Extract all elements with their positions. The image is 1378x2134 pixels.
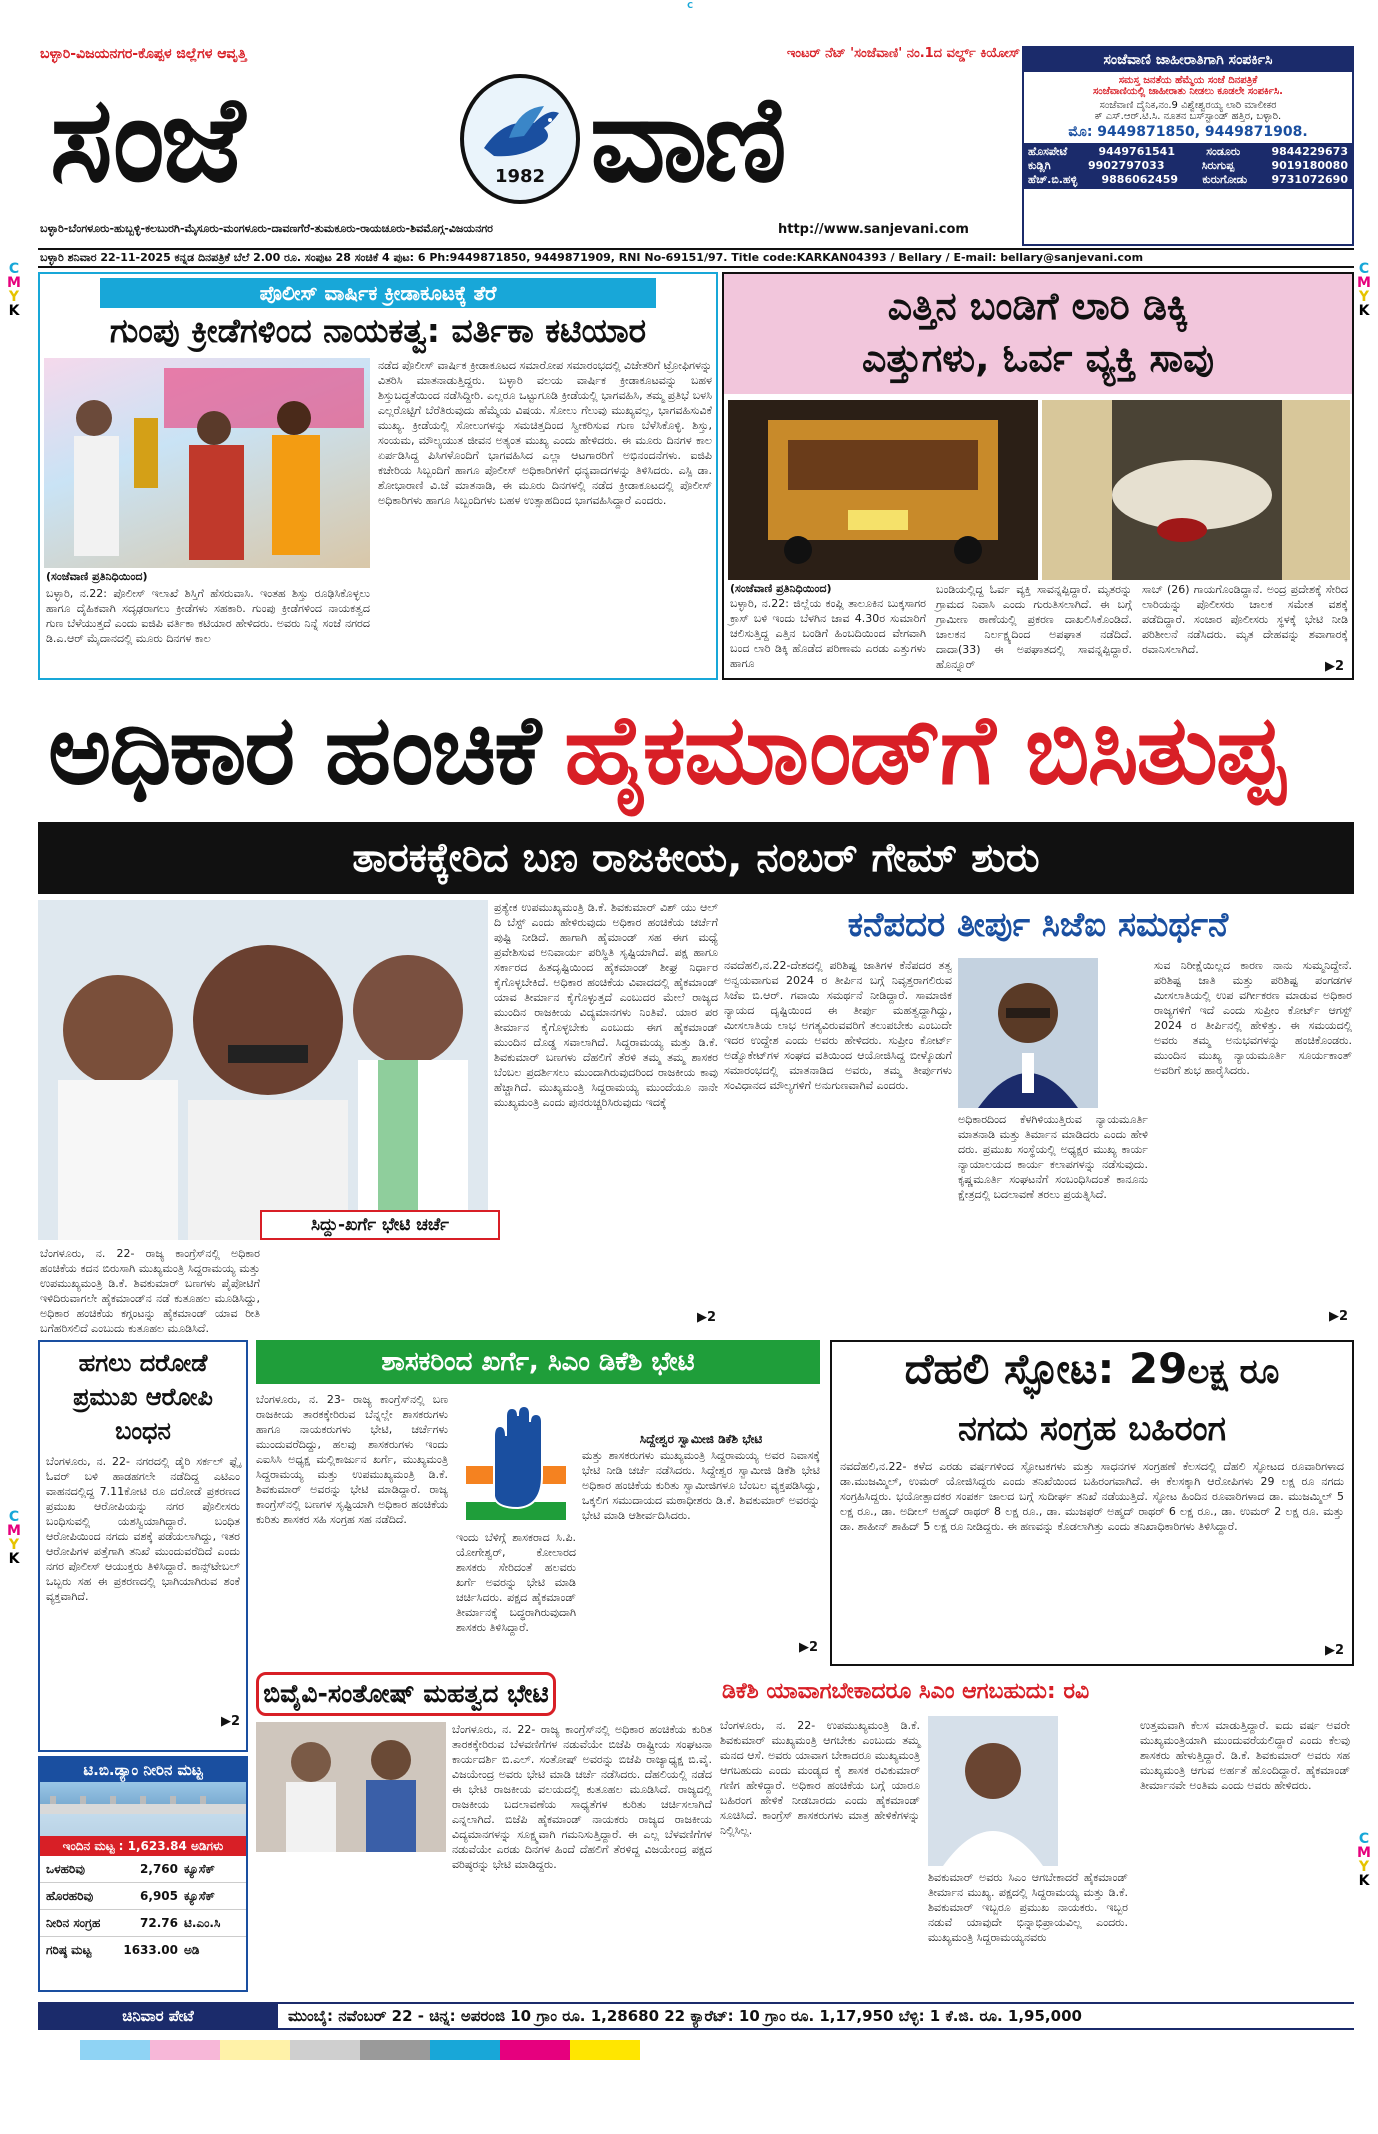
website[interactable]: http://www.sanjevani.com <box>778 222 969 237</box>
color-calibration-strip <box>80 2040 640 2060</box>
continued-marker[interactable]: ▶2 <box>1328 1309 1348 1324</box>
headline: ಗುಂಪು ಕ್ರೀಡೆಗಳಿಂದ ನಾಯಕತ್ವ: ವರ್ತಿಕಾ ಕಟಿಯಾರ <box>109 311 647 350</box>
title-left: ಸಂಜೆ <box>50 70 241 208</box>
col2: ಶಿವಕುಮಾರ್ ಅವರು ಸಿಎಂ ಆಗಬೇಕಾದರೆ ಹೈಕಮಾಂಡ್ ತೀರ್ಮಾನ ಮುಖ್ಯ. ಪಕ್ಷದಲ್ಲಿ ಸಿದ್ದರಾಮಯ್ಯ ಮತ್ತು ಡಿ.ಕೆ. ಶಿವಕುಮಾರ್ ಇಬ್ಬರೂ ಪ್ರಮುಖ ನಾಯಕರು. ಇಬ್ಬರ ನಡುವೆ ಯಾವುದೇ ಭಿನ್ನಾಭಿಪ್ರಾಯವಿಲ್ಲ ಎಂದರು. ಮುಖ್ಯಮಂತ್ರಿ ಸಿದ್ದರಾಮಯ್ಯನವರು <box>928 1871 1128 1944</box>
lead-continued[interactable]: ▶2 <box>696 1310 716 1325</box>
swatch <box>430 2040 500 2060</box>
ad-header: ಸಂಜೆವಾಣಿ ಜಾಹೀರಾತಿಗಾಗಿ ಸಂಪರ್ಕಿಸಿ <box>1024 48 1352 72</box>
col3: ಸಾಬ್ (26) ಗಾಯಗೊಂಡಿದ್ದಾನೆ. ಅಂದ್ರ ಪ್ರದೇಶಕ್ಕೆ ಸೇರಿದ ಲಾರಿಯನ್ನು ಪೊಲೀಸರು ಚಾಲಕ ಸಮೇತ ವಶಕ್ಕೆ ಪಡೆದಿದ್ದಾರೆ. ಸಂಚಾರ ಪೊಲೀಸರು ಸ್ಥಳಕ್ಕೆ ಭೇಟಿ ನೀಡಿ ಪರಿಶೀಲನೆ ನಡೆಸಿದರು. ಮೃತ ದೇಹವನ್ನು ಶವಾಗಾರಕ್ಕೆ ರವಾನಿಸಲಾಗಿದೆ. <box>1142 583 1348 656</box>
dam-row-unit: ಕ್ಯೂಸೆಕ್ <box>184 1862 215 1876</box>
story-police-sports <box>38 272 718 680</box>
story-ravi <box>716 1672 1354 1996</box>
col2: ಅಧಿಕಾರದಿಂದ ಕೆಳಗಿಳಿಯುತ್ತಿರುವ ನ್ಯಾಯಮೂರ್ತಿ ಮಾತನಾಡಿ ಮತ್ತು ತಿರ್ಮಾನ ಮಾಡಿದರು ಎಂದು ಹೇಳಿ ದರು. ಪ್ರಮುಖ ಸಂಸ್ಥೆಯಲ್ಲಿ ಅಧ್ಯಕ್ಷರ ಮುಖ್ಯ ಕಾರ್ಯ ನ್ಯಾಯಾಲಯದ ಕಾರ್ಯ ಕಲಾಪಗಳನ್ನು ನಡೆಸುವುದು. ಕೃಷ್ಣಮೂರ್ತಿ ಸಂಘಟನೆಗೆ ಸಂಬಂಧಿಸಿದಂತೆ ಕಾನೂನು ಕ್ಷೇತ್ರದಲ್ಲಿ ಬದಲಾವಣೆ ತರಲು ಪ್ರಯತ್ನಿಸಿದೆ. <box>958 1113 1148 1201</box>
dam-row-value: 72.76 <box>140 1916 178 1930</box>
headline: ಬಿವೈವಿ-ಸಂತೋಷ್ ಮಹತ್ವದ ಭೇಟಿ <box>256 1672 556 1716</box>
continued-marker[interactable]: ▶2 <box>1324 1643 1344 1658</box>
body: ಬೆಂಗಳೂರು, ನ. 22- ನಗರದಲ್ಲಿ ಡೈರಿ ಸರ್ಕಲ್ ಫ್ಲೈ ಓವರ್ ಬಳಿ ಹಾಡಹಗಲೇ ನಡೆದಿದ್ದ ಎಟಿಎಂ ವಾಹನದಲ್ಲಿದ್ದ 7.11ಕೋಟಿ ರೂ ದರೋಡೆ ಪ್ರಕರಣದ ಪ್ರಮುಖ ಆರೋಪಿಯನ್ನು ನಗರ ಪೊಲೀಸರು ಬಂಧಿಸುವಲ್ಲಿ ಯಶಸ್ವಿಯಾಗಿದ್ದಾರೆ. ಬಂಧಿತ ಆರೋಪಿಯಿಂದ ನಗದು ವಶಕ್ಕೆ ಪಡೆಯಲಾಗಿದ್ದು, ಇತರ ಆರೋಪಿಗಳ ಪತ್ತೆಗಾಗಿ ತನಿಖೆ ಮುಂದುವರೆದಿದೆ ಎಂದು ನಗರ ಪೊಲೀಸ್ ಆಯುಕ್ತರು ತಿಳಿಸಿದ್ದಾರೆ. ಕಾನ್ಸ್‌ಟೇಬಲ್ ಒಬ್ಬರು ಸಹ ಈ ಪ್ರಕರಣದಲ್ಲಿ ಭಾಗಿಯಾಗಿರುವ ಶಂಕೆ ವ್ಯಕ್ತವಾಗಿದೆ. <box>46 1455 240 1603</box>
continued-marker[interactable]: ▶2 <box>1324 659 1344 674</box>
cmyk-mark-right-top <box>1356 262 1372 318</box>
col1: ನವದೆಹಲಿ,ನ.22-ದೇಶದಲ್ಲಿ ಪರಿಶಿಷ್ಟ ಜಾತಿಗಳ ಕೆನೆಪದರ ತತ್ವ ಅನ್ವಯವಾಗುವ 2024 ರ ತೀರ್ಪಿನ ಬಗ್ಗೆ ನಿವೃತ್ತರಾಗಲಿರುವ ಸಿಜೆಐ ಬಿ.ಆರ್. ಗವಾಯಿ ಸಮರ್ಥನೆ ನೀಡಿದ್ದಾರೆ. ಸಾಮಾಜಿಕ ನ್ಯಾಯದ ದೃಷ್ಟಿಯಿಂದ ಈ ತೀರ್ಪು ಮಹತ್ವದ್ದಾಗಿದ್ದು, ಮೀಸಲಾತಿಯ ಲಾಭ ಅಗತ್ಯವಿರುವವರಿಗೆ ತಲುಪಬೇಕು ಎಂಬುದೇ ಇದರ ಉದ್ದೇಶ ಎಂದು ಅವರು ಹೇಳಿದರು. ಸುಪ್ರೀಂ ಕೋರ್ಟ್ ಅಡ್ವೊಕೇಟ್‌ಗಳ ಸಂಘದ ವತಿಯಿಂದ ಆಯೋಜಿಸಿದ್ದ ಬೀಳ್ಕೊಡುಗೆ ಸಮಾರಂಭದಲ್ಲಿ ಮಾತನಾಡಿದ ಅವರು, ತಮ್ಮ ತೀರ್ಪುಗಳು ಸಂವಿಧಾನದ ಮೌಲ್ಯಗಳಿಗೆ ಅನುಗುಣವಾಗಿವೆ ಎಂದರು. <box>724 959 952 1092</box>
market-ticker <box>38 2002 1354 2030</box>
dam-row-label: ಹೊರಹರಿವು <box>46 1889 94 1903</box>
headline: ಕನೆಪದರ ತೀರ್ಪು ಸಿಜೆಐ ಸಮರ್ಥನೆ <box>847 905 1229 945</box>
headline-line1: ಎತ್ತಿನ ಬಂಡಿಗೆ ಲಾರಿ ಡಿಕ್ಕಿ <box>887 284 1189 328</box>
dam-row-unit: ಅಡಿ <box>184 1943 200 1957</box>
dam-row-unit: ಕ್ಯೂಸೆಕ್ <box>184 1889 215 1903</box>
swatch <box>150 2040 220 2060</box>
accident-photo-icon <box>1042 400 1350 580</box>
headline-black: ಅಧಿಕಾರ ಹಂಚಿಕೆ <box>48 694 540 806</box>
dam-row <box>40 1937 246 1963</box>
cmyk-m: M <box>7 275 21 291</box>
cmyk-k: K <box>1358 303 1370 319</box>
cmyk-c: C <box>8 261 20 277</box>
cmyk-mark-left-top <box>6 262 22 318</box>
lorry-photo-icon <box>728 400 1038 580</box>
title-right: ವಾಣಿ <box>590 70 783 208</box>
headline-line1 <box>832 1342 1352 1405</box>
subhead: ಸಿದ್ದೇಶ್ವರ ಸ್ವಾಮೀಜಿ ಡಿಕೆಶಿ ಭೇಟಿ <box>639 1432 763 1446</box>
market-label: ಚಿನಿವಾರ ಪೇಟೆ <box>38 2004 278 2028</box>
contact-number: 9449761541 <box>1098 145 1175 158</box>
contact-place: ಹೆಚ್.ಬಿ.ಹಳ್ಳಿ <box>1028 173 1078 186</box>
headline: ಹಗಲು ದರೋಡೆ ಪ್ರಮುಖ ಆರೋಪಿ ಬಂಧನ <box>73 1349 213 1445</box>
ad-phone: ಮೊ: 9449871850, 9449871908. <box>1068 124 1308 140</box>
contact-number: 9731072690 <box>1271 173 1348 186</box>
cmyk-mark-right-bottom <box>1356 1832 1372 1888</box>
col1: ಬೆಂಗಳೂರು, ನ. 23- ರಾಜ್ಯ ಕಾಂಗ್ರೆಸ್‌ನಲ್ಲಿ ಬಣ ರಾಜಕೀಯ ತಾರಕಕ್ಕೇರಿರುವ ಬೆನ್ನಲ್ಲೇ ಶಾಸಕರುಗಳು ಹಾಗೂ ನಾಯಕರುಗಳು ಭೇಟಿ, ಚರ್ಚೆಗಳು ಮುಂದುವರೆದಿದ್ದು, ಹಲವು ಶಾಸಕರುಗಳು ಇಂದು ಎಐಸಿಸಿ ಅಧ್ಯಕ್ಷ ಮಲ್ಲಿಕಾರ್ಜುನ ಖರ್ಗೆ, ಮುಖ್ಯಮಂತ್ರಿ ಸಿದ್ದರಾಮಯ್ಯ ಮತ್ತು ಉಪಮುಖ್ಯಮಂತ್ರಿ ಡಿ.ಕೆ. ಶಿವಕುಮಾರ್ ಅವರನ್ನು ಭೇಟಿ ಮಾಡಿದ್ದಾರೆ. ರಾಜ್ಯ ಕಾಂಗ್ರೆಸ್‌ನಲ್ಲಿ ಬಣಗಳ ಸೃಷ್ಟಿಯಾಗಿ ಅಧಿಕಾರ ಹಂಚಿಕೆಯ ಕುರಿತು ಶಾಸಕರ ಸಹಿ ಸಂಗ್ರಹ ಸಹ ನಡೆದಿದೆ. <box>256 1393 448 1526</box>
body: ನವದೆಹಲಿ,ನ.22- ಕಳೆದ ಎರಡು ವರ್ಷಗಳಿಂದ ಸ್ಫೋಟಕಗಳು ಮತ್ತು ಸಾಧನಗಳ ಸಂಗ್ರಹಣೆ ಕೆಲಸದಲ್ಲಿ ದೆಹಲಿ ಸ್ಫೋಟದ ರೂವಾರಿಗಳಾದ ಡಾ.ಮುಜಮ್ಮಿಲ್, ಉಮರ್ ಯೋಜಿಸಿದ್ದರು ಎಂದು ತನಿಖೆಯಿಂದ ಬಹಿರಂಗವಾಗಿದೆ. ಈ ಕೆಲಸಕ್ಕಾಗಿ ಆರೋಪಿಗಳು 29 ಲಕ್ಷ ರೂ ನಗದು ಸಂಗ್ರಹಿಸಿದ್ದರು. ಭಯೋತ್ಪಾದಕರ ಸಂಪರ್ಕ ಜಾಲದ ಬಗ್ಗೆ ಸುದೀರ್ಘ ತನಿಖೆ ನಡೆಯುತ್ತಿದೆ. ಸ್ಫೋಟ ಹಿಂದಿನ ರೂವಾರಿಗಳಾದ ಡಾ. ಮುಜಮ್ಮಿಲ್ 5 ಲಕ್ಷ ರೂ., ಡಾ. ಅದೀಲ್ ಅಹ್ಮದ್ ರಾಥರ್ 8 ಲಕ್ಷ ರೂ., ಡಾ. ಮುಜಫರ್ ಅಹ್ಮದ್ ರಾಥರ್ 6 ಲಕ್ಷ ರೂ., ಡಾ. ಉಮರ್ 2 ಲಕ್ಷ ರೂ. ಮತ್ತು ಡಾ. ಶಾಹೀನ್ ಶಾಹಿದ್ 5 ಲಕ್ಷ ರೂ ನೀಡಿದ್ದರು. ಈ ಹಣವನ್ನು ಕೊಡಲಾಗಿತ್ತು ಎಂದು ತನಿಖಾಧಿಕಾರಿಗಳು ತಿಳಿಸಿದ್ದಾರೆ. <box>840 1460 1344 1533</box>
lead-deck: ತಾರಕಕ್ಕೇರಿದ ಬಣ ರಾಜಕೀಯ, ನಂಬರ್ ಗೇಮ್ ಶುರು <box>38 822 1354 894</box>
top-registration-mark <box>678 2 702 26</box>
logo-circle <box>460 74 580 204</box>
contact-place: ಸಂಡೂರು <box>1206 145 1241 158</box>
headline-a: ದೆಹಲಿ ಸ್ಫೋಟ: 29 <box>904 1344 1188 1393</box>
cmyk-k: K <box>8 1551 20 1567</box>
col1: ಬೆಂಗಳೂರು, ನ. 22- ಉಪಮುಖ್ಯಮಂತ್ರಿ ಡಿ.ಕೆ. ಶಿವಕುಮಾರ್ ಮುಖ್ಯಮಂತ್ರಿ ಆಗಬೇಕು ಎಂಬುದು ತಮ್ಮ ಮನದ ಆಸೆ. ಅವರು ಯಾವಾಗ ಬೇಕಾದರೂ ಮುಖ್ಯಮಂತ್ರಿ ಆಗಬಹುದು ಎಂದು ಮಂಡ್ಯದ ಕೈ ಶಾಸಕ ರವಿಕುಮಾರ್ ಗಣಿಗ ಹೇಳಿದ್ದಾರೆ. ಅಧಿಕಾರ ಹಂಚಿಕೆಯ ಬಗ್ಗೆ ಯಾರೂ ಬಹಿರಂಗ ಹೇಳಿಕೆ ನೀಡಬಾರದು ಎಂದು ಹೈಕಮಾಂಡ್ ಸೂಚಿಸಿದೆ. ಕಾಂಗ್ರೆಸ್ ಶಾಸಕರುಗಳು ಮಾತ್ರ ಹೇಳಿಕೆಗಳನ್ನು ನಿಲ್ಲಿಸಿಲ್ಲ. <box>720 1719 920 1837</box>
year-label: 1982 <box>494 166 546 187</box>
cmyk-k: K <box>8 303 20 319</box>
internet-line: ಇಂಟರ್ ನೆಟ್ 'ಸಂಜೆವಾಣಿ' ನಂ.1ದ ವರ್ಲ್ಡ್ ಕಿಯೋಸ್ <box>786 46 1020 61</box>
ad-address1: ಸಂಜೆವಾಣಿ ದೈನಿಕ,ನಂ.9 ವಿಶ್ವೇಶ್ವರಯ್ಯ ಲಾರಿ ಮಾಲೀಕರ <box>1099 100 1277 111</box>
photo-lorry <box>728 400 1038 580</box>
dam-title: ಟಿ.ಬಿ.ಡ್ಯಾಂ ನೀರಿನ ಮಟ್ಟ <box>40 1758 246 1782</box>
dam-level-box <box>38 1756 248 1992</box>
contact-place: ಕುರುಗೋಡು <box>1202 173 1248 186</box>
headline-red: ಹೈಕಮಾಂಡ್‌ಗೆ ಬಿಸಿತುಪ್ಪ <box>564 694 1283 806</box>
byv-photo-icon <box>256 1722 446 1852</box>
swatch <box>80 2040 150 2060</box>
cmyk-y: Y <box>1358 289 1370 305</box>
col2: ಬಂಡಿಯಲ್ಲಿದ್ದ ಓರ್ವ ವ್ಯಕ್ತಿ ಸಾವನ್ನಪ್ಪಿದ್ದಾರೆ. ಮೃತರನ್ನು ಗ್ರಾಮದ ನಿವಾಸಿ ಎಂದು ಗುರುತಿಸಲಾಗಿದೆ. ಈ ಬಗ್ಗೆ ಗ್ರಾಮೀಣ ಠಾಣೆಯಲ್ಲಿ ಪ್ರಕರಣ ದಾಖಲಿಸಿಕೊಂಡಿದೆ. ಚಾಲಕನ ನಿರ್ಲಕ್ಷ್ಯದಿಂದ ಅಪಘಾತ ನಡೆದಿದೆ. ದಾದಾ(33) ಈ ಅಪಘಾತದಲ್ಲಿ ಸಾವನ್ನಪ್ಪಿದ್ದಾರೆ. ಹೊನ್ನೂರ್ <box>936 583 1132 671</box>
contact-number: 9844229673 <box>1271 145 1348 158</box>
col2: ಇಂದು ಬೆಳಿಗ್ಗೆ ಶಾಸಕರಾದ ಸಿ.ಪಿ. ಯೋಗೇಶ್ವರ್, ಕೋಲಾರದ ಶಾಸಕರು ಸೇರಿದಂತೆ ಹಲವರು ಖರ್ಗೆ ಅವರನ್ನು ಭೇಟಿ ಮಾಡಿ ಚರ್ಚಿಸಿದರು. ಪಕ್ಷದ ಹೈಕಮಾಂಡ್ ತೀರ್ಮಾನಕ್ಕೆ ಬದ್ಧರಾಗಿರುವುದಾಗಿ ಶಾಸಕರು ತಿಳಿಸಿದ್ದಾರೆ. <box>456 1531 576 1634</box>
lead-col-left: ಬೆಂಗಳೂರು, ನ. 22- ರಾಜ್ಯ ಕಾಂಗ್ರೆಸ್‌ನಲ್ಲಿ ಅಧಿಕಾರ ಹಂಚಿಕೆಯ ಕದನ ಬಿರುಸಾಗಿ ಮುಖ್ಯಮಂತ್ರಿ ಸಿದ್ದರಾಮಯ್ಯ ಮತ್ತು ಉಪಮುಖ್ಯಮಂತ್ರಿ ಡಿ.ಕೆ. ಶಿವಕುಮಾರ್ ಬಣಗಳು ಪೈಪೋಟಿಗೆ ಇಳಿದಿರುವಾಗಲೇ ಹೈಕಮಾಂಡ್‌ನ ನಡೆ ಕುತೂಹಲ ಮೂಡಿಸಿದ್ದು, ಅಧಿಕಾರ ಹಂಚಿಕೆಯ ಕಗ್ಗಂಟನ್ನು ಹೈಕಮಾಂಡ್ ಯಾವ ರೀತಿ ಬಗೆಹರಿಸಲಿದೆ ಎಂಬುದು ಕುತೂಹಲ ಮೂಡಿಸಿದೆ. <box>40 1247 260 1335</box>
headline: ಶಾಸಕರಿಂದ ಖರ್ಗೆ, ಸಿಎಂ ಡಿಕೆಶಿ ಭೇಟಿ <box>256 1340 820 1384</box>
photo-cji <box>958 958 1098 1108</box>
caption: (ಸಂಜೆವಾಣಿ ಪ್ರತಿನಿಧಿಯಿಂದ) <box>730 582 832 595</box>
dam-row <box>40 1883 246 1910</box>
body-left: ಬಳ್ಳಾರಿ, ನ.22: ಪೊಲೀಸ್ ಇಲಾಖೆ ಶಿಸ್ತಿಗೆ ಹೆಸರುವಾಸಿ. ಇಂತಹ ಶಿಸ್ತು ರೂಢಿಸಿಕೊಳ್ಳಲು ಹಾಗೂ ದೈಹಿಕವಾಗಿ ಸದೃಢರಾಗಲು ಕ್ರೀಡೆಗಳು ಸಹಕಾರಿ. ಗುಂಪು ಕ್ರೀಡೆಗಳಿಂದ ನಾಯಕತ್ವದ ಗುಣ ಬೆಳೆಯುತ್ತದೆ ಎಂದು ಐಜಿಪಿ ವರ್ತಿಕಾ ಕಟಿಯಾರ ಹೇಳಿದರು. ಅವರು ನಿನ್ನೆ ಸಂಜೆ ನಗರದ ಡಿ.ಎ.ಆರ್ ಮೈದಾನದಲ್ಲಿ ಮೂರು ದಿನಗಳ ಕಾಲ <box>46 587 370 645</box>
congress-hand-logo <box>456 1396 576 1526</box>
leaders-photo-icon <box>38 900 488 1240</box>
col3: ಮತ್ತು ಶಾಸಕರುಗಳು ಮುಖ್ಯಮಂತ್ರಿ ಸಿದ್ದರಾಮಯ್ಯ ಅವರ ನಿವಾಸಕ್ಕೆ ಭೇಟಿ ನೀಡಿ ಚರ್ಚೆ ನಡೆಸಿದರು. ಸಿದ್ದೇಶ್ವರ ಸ್ವಾಮೀಜಿ ಡಿಕೆಶಿ ಭೇಟಿ ಅಧಿಕಾರ ಹಂಚಿಕೆಯ ಕುರಿತು ಸ್ವಾಮೀಜಿಗಳೂ ಬೆಂಬಲ ವ್ಯಕ್ತಪಡಿಸಿದ್ದು, ಒಕ್ಕಲಿಗ ಸಮುದಾಯದ ಮಠಾಧೀಶರು ಡಿ.ಕೆ. ಶಿವಕುಮಾರ್ ಅವರನ್ನು ಭೇಟಿ ಮಾಡಿ ಆಶೀರ್ವದಿಸಿದರು. <box>582 1449 820 1522</box>
headline-line2: ನಗದು ಸಂಗ್ರಹ ಬಹಿರಂಗ <box>957 1409 1227 1449</box>
market-text: ಮುಂಬೈ: ನವೆಂಬರ್ 22 - ಚಿನ್ನ: ಅಪರಂಜಿ 10 ಗ್ರಾಂ ರೂ. 1,28680 22 ಕ್ಯಾರೆಟ್: 10 ಗ್ರಾಂ ರೂ. 1,17,950 ಬೆಳ್ಳಿ: 1 ಕೆ.ಜಿ. ರೂ. 1,95,000 <box>288 2007 1082 2025</box>
ad-line1: ಸಮಸ್ತ ಜನತೆಯ ಹೆಮ್ಮೆಯ ಸಂಜೆ ದಿನಪತ್ರಿಕೆ <box>1118 75 1258 86</box>
body: ಬೆಂಗಳೂರು, ನ. 22- ರಾಜ್ಯ ಕಾಂಗ್ರೆಸ್‌ನಲ್ಲಿ ಅಧಿಕಾರ ಹಂಚಿಕೆಯ ಕುರಿತ ತಾರಕಕ್ಕೇರಿರುವ ಬೆಳವಣಿಗೆಗಳ ನಡುವೆಯೇ ಬಿಜೆಪಿ ರಾಷ್ಟ್ರೀಯ ಸಂಘಟನಾ ಕಾರ್ಯದರ್ಶಿ ಬಿ.ಎಲ್. ಸಂತೋಷ್ ಅವರನ್ನು ಬಿಜೆಪಿ ರಾಜ್ಯಾಧ್ಯಕ್ಷ ಬಿ.ವೈ. ವಿಜಯೇಂದ್ರ ಅವರು ಭೇಟಿ ಮಾಡಿ ಚರ್ಚೆ ನಡೆಸಿದರು. ದೆಹಲಿಯಲ್ಲಿ ನಡೆದ ಈ ಭೇಟಿ ರಾಜಕೀಯ ವಲಯದಲ್ಲಿ ಕುತೂಹಲ ಮೂಡಿಸಿದೆ. ರಾಜ್ಯದಲ್ಲಿ ರಾಜಕೀಯ ಬದಲಾವಣೆಯ ಸಾಧ್ಯತೆಗಳ ಕುರಿತು ಚರ್ಚಿಸಲಾಗಿದೆ ಎನ್ನಲಾಗಿದೆ. ಬಿಜೆಪಿ ಹೈಕಮಾಂಡ್ ನಾಯಕರು ರಾಜ್ಯದ ರಾಜಕೀಯ ವಿದ್ಯಮಾನಗಳನ್ನು ಸೂಕ್ಷ್ಮವಾಗಿ ಗಮನಿಸುತ್ತಿದ್ದಾರೆ. ಈ ಎಲ್ಲ ಬೆಳವಣಿಗೆಗಳ ನಡುವೆಯೇ ಎರಡು ದಿನಗಳ ಹಿಂದೆ ದೆಹಲಿಗೆ ತೆರಳಿದ್ದ ವಿಜಯೇಂದ್ರ ಪಕ್ಷದ ವರಿಷ್ಠರನ್ನು ಭೇಟಿ ಮಾಡಿದ್ದರು. <box>452 1723 712 1871</box>
cji-portrait-icon <box>958 958 1098 1108</box>
story-accident <box>722 272 1354 680</box>
ad-address2: ಕ್ ಎಸ್.ಆರ್.ಟಿ.ಸಿ. ನೂತನ ಬಸ್‌ಸ್ಟಾಂಡ್ ಹತ್ತಿರ, ಬಳ್ಳಾರಿ. <box>1094 111 1282 122</box>
body-right: ನಡೆದ ಪೊಲೀಸ್ ವಾರ್ಷಿಕ ಕ್ರೀಡಾಕೂಟದ ಸಮಾರೋಪ ಸಮಾರಂಭದಲ್ಲಿ ವಿಜೇತರಿಗೆ ಟ್ರೋಫಿಗಳನ್ನು ವಿತರಿಸಿ ಮಾತನಾಡುತ್ತಿದ್ದರು. ಬಳ್ಳಾರಿ ವಲಯ ವಾರ್ಷಿಕ ಕ್ರೀಡಾಕೂಟವನ್ನು ಬಹಳ ಶಿಸ್ತುಬದ್ಧತೆಯಿಂದ ನಡೆಸಿದ್ದೀರಿ. ಎಲ್ಲರೂ ಒಟ್ಟುಗೂಡಿ ಕ್ರೀಡೆಯಲ್ಲಿ ಭಾಗವಹಿಸಿ, ತಮ್ಮ ಪ್ರತಿಭೆ ಬಳಸಿ ಎಲ್ಲರೊಟ್ಟಿಗೆ ಬೆರೆತಿರುವುದು ಹೆಮ್ಮೆಯ ವಿಷಯ. ಸೋಲು ಗೆಲುವು ಮುಖ್ಯವಲ್ಲ, ಭಾಗವಹಿಸುವಿಕೆ ಮುಖ್ಯ. ಕ್ರೀಡೆಯಲ್ಲಿ ಸೋಲುಗಳನ್ನು ಸಮಚಿತ್ತದಿಂದ ಸ್ವೀಕರಿಸುವ ಗುಣ ಬೆಳೆಸಿಕೊಳ್ಳಿ. ಶಿಸ್ತು, ಸಂಯಮ, ಮೌಲ್ಯಯುತ ಜೀವನ ಅತ್ಯಂತ ಮುಖ್ಯ ಎಂದು ಹೇಳಿದರು. ಈ ಮೂರು ದಿನಗಳ ಕಾಲ ಏರ್ಪಡಿಸಿದ್ದ ಪಿಸಿಗಳೊಂದಿಗೆ ಭಾಗವಹಿಸಿದ ಎಲ್ಲಾ ಆಟಗಾರರಿಗೆ ಅಭಿನಂದನೆಗಳು. ಐಜಿಪಿ ಕಚೇರಿಯ ಸಿಬ್ಬಂದಿಗೆ ಹಾಗೂ ಪೊಲೀಸ್ ಅಧಿಕಾರಿಗಳಿಗೆ ಧನ್ಯವಾದಗಳನ್ನು ತಿಳಿಸಿದರು. ಎಸ್ಪಿ ಡಾ. ಶೋಭಾರಾಣಿ ವಿ.ಜೆ ಮಾತನಾಡಿ, ಈ ಮೂರು ದಿನಗಳಲ್ಲಿ ನಡೆದ ಕ್ರೀಡಾಕೂಟದಲ್ಲಿ ಪೊಲೀಸ್ ಅಧಿಕಾರಿಗಳು ಹಾಗೂ ಸಿಬ್ಬಂದಿಗಳು ಬಹಳ ಉತ್ಸಾಹದಿಂದ ಭಾಗವಹಿಸಿದ್ದಾರೆ ಎಂದರು. <box>378 359 713 507</box>
cmyk-m: M <box>7 1523 21 1539</box>
lead-col-mid: ಪ್ರತ್ಯೇಕ ಉಪಮುಖ್ಯಮಂತ್ರಿ ಡಿ.ಕೆ. ಶಿವಕುಮಾರ್ ವಿಶ್ ಯು ಆಲ್ ದಿ ಬೆಸ್ಟ್ ಎಂದು ಹೇಳಿರುವುದು ಅಧಿಕಾರ ಹಂಚಿಕೆಯ ಚರ್ಚೆಗೆ ಪುಷ್ಟಿ ನೀಡಿದೆ. ಹಾಗಾಗಿ ಹೈಮಾಂಡ್ ಸಹ ಈಗ ಮಧ್ಯೆ ಪ್ರವೇಶಿಸುವ ಅನಿವಾರ್ಯ ಪರಿಸ್ಥಿತಿ ಸೃಷ್ಟಿಯಾಗಿದೆ. ಪಕ್ಷ ಹಾಗೂ ಸರ್ಕಾರದ ಹಿತದೃಷ್ಟಿಯಿಂದ ಹೈಕಮಾಂಡ್ ಶೀಘ್ರ ನಿರ್ಧಾರ ಕೈಗೊಳ್ಳಬೇಕಿದೆ. ಅಧಿಕಾರ ಹಂಚಿಕೆಯ ವಿವಾದದಲ್ಲಿ ಹೈಕಮಾಂಡ್ ಯಾವ ತೀರ್ಮಾನ ಕೈಗೊಳ್ಳುತ್ತದೆ ಎಂಬುದರ ಮೇಲೆ ರಾಜ್ಯದ ಮುಂದಿನ ರಾಜಕೀಯ ವಿದ್ಯಮಾನಗಳು ನಿಂತಿವೆ. ಯಾರ ಪರ ತೀರ್ಮಾನ ಕೈಗೊಳ್ಳಬೇಕು ಎಂಬುದು ಈಗ ಹೈಕಮಾಂಡ್ ಮುಂದಿನ ದೊಡ್ಡ ಸವಾಲಾಗಿದೆ. ಸಿದ್ದರಾಮಯ್ಯ ಮತ್ತು ಡಿ.ಕೆ. ಶಿವಕುಮಾರ್ ಬಣಗಳು ದೆಹಲಿಗೆ ತೆರಳಿ ತಮ್ಮ ತಮ್ಮ ಶಾಸಕರ ಬೆಂಬಲ ಪ್ರದರ್ಶಿಸಲು ಮುಂದಾಗಿರುವುದರಿಂದ ರಾಜಕೀಯ ಕಾವು ಹೆಚ್ಚಾಗಿದೆ. ಮುಖ್ಯಮಂತ್ರಿ ಸಿದ್ದರಾಮಯ್ಯ ಮುಂದೆಯೂ ನಾನೇ ಮುಖ್ಯಮಂತ್ರಿ ಎಂದು ಪುನರುಚ್ಚರಿಸಿರುವುದು ಇದಕ್ಕೆ <box>494 901 718 1109</box>
dam-row-value: 2,760 <box>140 1862 178 1876</box>
contact-place: ಕುಡ್ಲಿಗಿ <box>1028 159 1051 172</box>
edition-line: ಬಳ್ಳಾರಿ-ವಿಜಯನಗರ-ಕೊಪ್ಪಳ ಜಿಲ್ಲೆಗಳ ಆವೃತ್ತಿ <box>40 46 247 62</box>
dam-row <box>40 1856 246 1883</box>
story-delhi <box>830 1340 1354 1666</box>
col3-top <box>582 1392 820 1412</box>
reg-c: C <box>687 1 693 10</box>
contact-number: 9902797033 <box>1087 159 1165 172</box>
swatch <box>290 2040 360 2060</box>
cmyk-k: K <box>1358 1873 1370 1889</box>
contact-place: ಸಿರುಗುಪ್ಪ <box>1201 159 1235 172</box>
story-cji <box>722 900 1354 1326</box>
dam-row-label: ನೀರಿನ ಸಂಗ್ರಹ <box>46 1916 101 1930</box>
dateline: ಬಳ್ಳಾರಿ ಶನಿವಾರ 22-11-2025 ಕನ್ನಡ ದಿನಪತ್ರಿಕೆ ಬೆಲೆ 2.00 ರೂ. ಸಂಪುಟ 28 ಸಂಚಿಕೆ 4 ಪುಟ: 6 Ph:9449871850, 9449871909, RNI No-69151/97. Title code:KARKAN04393 / Bellary / E-mail: bellary@sanjevani.com <box>40 251 1144 264</box>
contact-place: ಹೊಸಪೇಟೆ <box>1028 145 1068 158</box>
col3: ಉತ್ತಮವಾಗಿ ಕೆಲಸ ಮಾಡುತ್ತಿದ್ದಾರೆ. ಐದು ವರ್ಷ ಅವರೇ ಮುಖ್ಯಮಂತ್ರಿಯಾಗಿ ಮುಂದುವರೆಯಲಿದ್ದಾರೆ ಎಂದು ಕೆಲವು ಶಾಸಕರು ಹೇಳುತ್ತಿದ್ದಾರೆ. ಡಿ.ಕೆ. ಶಿವಕುಮಾರ್ ಅವರು ಸಹ ಮುಖ್ಯಮಂತ್ರಿ ಆಗುವ ಅರ್ಹತೆ ಹೊಂದಿದ್ದಾರೆ. ಹೈಕಮಾಂಡ್ ತೀರ್ಮಾನವೇ ಅಂತಿಮ ಎಂದು ಅವರು ಹೇಳಿದರು. <box>1140 1719 1350 1792</box>
headline-line2: ಎತ್ತುಗಳು, ಓರ್ವ ವ್ಯಕ್ತಿ ಸಾವು <box>861 336 1215 380</box>
photo-dead-bullock <box>1042 400 1350 580</box>
swatch <box>220 2040 290 2060</box>
lead-tag: ಸಿದ್ದು-ಖರ್ಗೆ ಭೇಟಿ ಚರ್ಚೆ <box>260 1210 500 1240</box>
dam-row <box>40 1910 246 1937</box>
photo-byv-santosh <box>256 1722 446 1852</box>
continued-marker[interactable]: ▶2 <box>220 1714 240 1729</box>
cities-line: ಬಳ್ಳಾರಿ-ಬೆಂಗಳೂರು-ಹುಬ್ಬಳ್ಳಿ-ಕಲಬುರಗಿ-ಮೈಸೂರು-ಮಂಗಳೂರು-ದಾವಣಗೆರೆ-ತುಮಕೂರು-ರಾಯಚೂರು-ಶಿವಮೊಗ್ಗ-ವಿಜಯನಗರ <box>40 222 493 235</box>
cmyk-m: M <box>1357 1845 1371 1861</box>
dam-row-unit: ಟಿ.ಎಂ.ಸಿ <box>184 1916 221 1930</box>
story-byv <box>252 1672 714 1996</box>
headline: ಡಿಕೆಶಿ ಯಾವಾಗಬೇಕಾದರೂ ಸಿಎಂ ಆಗಬಹುದು: ರವಿ <box>716 1672 1136 1712</box>
congress-hand-icon <box>456 1396 576 1526</box>
story-kharge <box>252 1340 824 1666</box>
masthead-title <box>30 64 1020 214</box>
cmyk-mark-left-bottom <box>6 1510 22 1566</box>
caption: (ಸಂಜೆವಾಣಿ ಪ್ರತಿನಿಧಿಯಿಂದ) <box>46 570 148 583</box>
ceremony-photo-icon <box>44 358 370 568</box>
cmyk-y: Y <box>8 1537 20 1553</box>
dam-icon <box>40 1782 246 1836</box>
dam-row-label: ಗರಿಷ್ಠ ಮಟ್ಟ <box>46 1943 92 1957</box>
dam-row-label: ಒಳಹರಿವು <box>46 1862 86 1876</box>
contact-number: 9019180080 <box>1271 159 1348 172</box>
photo-ravi <box>928 1716 1058 1866</box>
cmyk-c: C <box>1358 1831 1370 1847</box>
dateline-bar <box>38 248 1354 268</box>
contact-number: 9886062459 <box>1101 173 1179 186</box>
ravi-portrait-icon <box>928 1716 1058 1866</box>
ad-line2: ಸಂಜೆವಾಣಿಯಲ್ಲಿ ಜಾಹೀರಾತು ನೀಡಲು ಕೂಡಲೇ ಸಂಪರ್ಕಿಸಿ. <box>1093 86 1283 97</box>
dam-photo <box>40 1782 246 1836</box>
col3: ಸುವ ನಿರೀಕ್ಷೆಯಿಲ್ಲದ ಕಾರಣ ನಾನು ಸುಮ್ಮನಿದ್ದೇನೆ. ಪರಿಶಿಷ್ಟ ಜಾತಿ ಮತ್ತು ಪರಿಶಿಷ್ಟ ಪಂಗಡಗಳ ಮೀಸಲಾತಿಯಲ್ಲಿ ಉಪ ವರ್ಗೀಕರಣ ಮಾಡುವ ಅಧಿಕಾರ ರಾಜ್ಯಗಳಿಗೆ ಇದೆ ಎಂದು ಸುಪ್ರೀಂ ಕೋರ್ಟ್ ಆಗಸ್ಟ್ 2024 ರ ತೀರ್ಪಿನಲ್ಲಿ ಹೇಳಿತ್ತು. ಈ ಸಮಯದಲ್ಲಿ ಅವರು ತಮ್ಮ ಅನುಭವಗಳನ್ನು ಹಂಚಿಕೊಂಡರು. ಮುಂದಿನ ಮುಖ್ಯ ನ್ಯಾಯಮೂರ್ತಿ ಸೂರ್ಯಕಾಂತ್ ಅವರಿಗೆ ಶುಭ ಹಾರೈಸಿದರು. <box>1154 959 1352 1077</box>
cmyk-y: Y <box>8 289 20 305</box>
dam-level: ಇಂದಿನ ಮಟ್ಟ : 1,623.84 ಅಡಿಗಳು <box>40 1836 246 1856</box>
cmyk-c: C <box>8 1509 20 1525</box>
col1: ಬಳ್ಳಾರಿ, ನ.22: ಜಿಲ್ಲೆಯ ಕಂಪ್ಲಿ ತಾಲೂಕಿನ ಬುಕ್ಕಸಾಗರ ಕ್ರಾಸ್ ಬಳಿ ಇಂದು ಬೆಳಗಿನ ಜಾವ 4.30ರ ಸುಮಾರಿಗೆ ಚಲಿಸುತ್ತಿದ್ದ ಎತ್ತಿನ ಬಂಡಿಗೆ ಹಿಂಬದಿಯಿಂದ ವೇಗವಾಗಿ ಬಂದ ಲಾರಿ ಡಿಕ್ಕಿ ಹೊಡೆದ ಪರಿಣಾಮ ಎರಡು ಎತ್ತುಗಳು ಹಾಗೂ <box>730 597 926 670</box>
ad-contacts <box>1024 143 1352 189</box>
lead-col-mid2 <box>266 1246 486 1326</box>
cmyk-c: C <box>1358 261 1370 277</box>
swatch <box>570 2040 640 2060</box>
continued-marker[interactable]: ▶2 <box>798 1640 818 1655</box>
headline-b: ಲಕ್ಷ ರೂ <box>1187 1352 1280 1392</box>
swatch <box>500 2040 570 2060</box>
headline-box <box>724 274 1352 394</box>
swatch <box>360 2040 430 2060</box>
photo-trophy-ceremony <box>44 358 370 568</box>
kicker: ಪೊಲೀಸ್ ವಾರ್ಷಿಕ ಕ್ರೀಡಾಕೂಟಕ್ಕೆ ತೆರೆ <box>100 278 656 308</box>
cmyk-m: M <box>1357 275 1371 291</box>
dam-row-value: 6,905 <box>140 1889 178 1903</box>
lead-headline <box>38 690 1354 810</box>
story-robbery <box>38 1340 248 1752</box>
lead-photo-leaders <box>38 900 488 1240</box>
dam-row-value: 1633.00 <box>123 1943 178 1957</box>
cmyk-y: Y <box>1358 1859 1370 1875</box>
advertise-box <box>1022 46 1354 246</box>
